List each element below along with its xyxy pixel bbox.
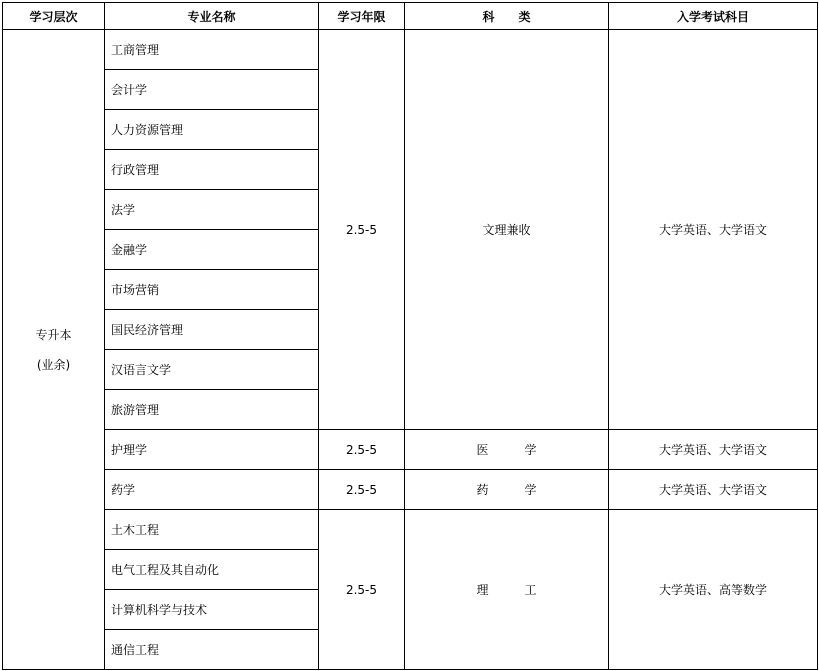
years-cell: 2.5-5 (319, 470, 405, 510)
major-name: 旅游管理 (105, 390, 319, 430)
exam-cell: 大学英语、高等数学 (609, 510, 818, 670)
major-name: 市场营销 (105, 270, 319, 310)
major-name: 通信工程 (105, 630, 319, 670)
header-category: 科 类 (405, 3, 609, 30)
header-row (3, 3, 818, 30)
years-cell: 2.5-5 (319, 30, 405, 430)
major-name: 汉语言文学 (105, 350, 319, 390)
major-name: 药学 (105, 470, 319, 510)
major-name: 电气工程及其自动化 (105, 550, 319, 590)
exam-cell: 大学英语、大学语文 (609, 30, 818, 430)
major-name: 工商管理 (105, 30, 319, 70)
years-cell: 2.5-5 (319, 430, 405, 470)
table-row (3, 430, 818, 470)
header-exam: 入学考试科目 (609, 3, 818, 30)
category-cell: 文理兼收 (405, 30, 609, 430)
major-name: 国民经济管理 (105, 310, 319, 350)
years-cell: 2.5-5 (319, 510, 405, 670)
major-name: 护理学 (105, 430, 319, 470)
major-name: 人力资源管理 (105, 110, 319, 150)
table-row (3, 510, 818, 550)
category-cell: 理 工 (405, 510, 609, 670)
major-name: 土木工程 (105, 510, 319, 550)
category-cell: 药 学 (405, 470, 609, 510)
level-label: 专升本 (35, 327, 72, 342)
level-cell (3, 30, 105, 670)
level-mode: (业余) (36, 357, 71, 372)
major-name: 行政管理 (105, 150, 319, 190)
table-row (3, 470, 818, 510)
exam-cell: 大学英语、大学语文 (609, 430, 818, 470)
major-name: 法学 (105, 190, 319, 230)
table-row (3, 30, 818, 70)
exam-cell: 大学英语、大学语文 (609, 470, 818, 510)
major-name: 金融学 (105, 230, 319, 270)
major-name: 会计学 (105, 70, 319, 110)
header-level: 学习层次 (3, 3, 105, 30)
program-table (2, 2, 818, 670)
major-name: 计算机科学与技术 (105, 590, 319, 630)
header-years: 学习年限 (319, 3, 405, 30)
header-major: 专业名称 (105, 3, 319, 30)
category-cell: 医 学 (405, 430, 609, 470)
